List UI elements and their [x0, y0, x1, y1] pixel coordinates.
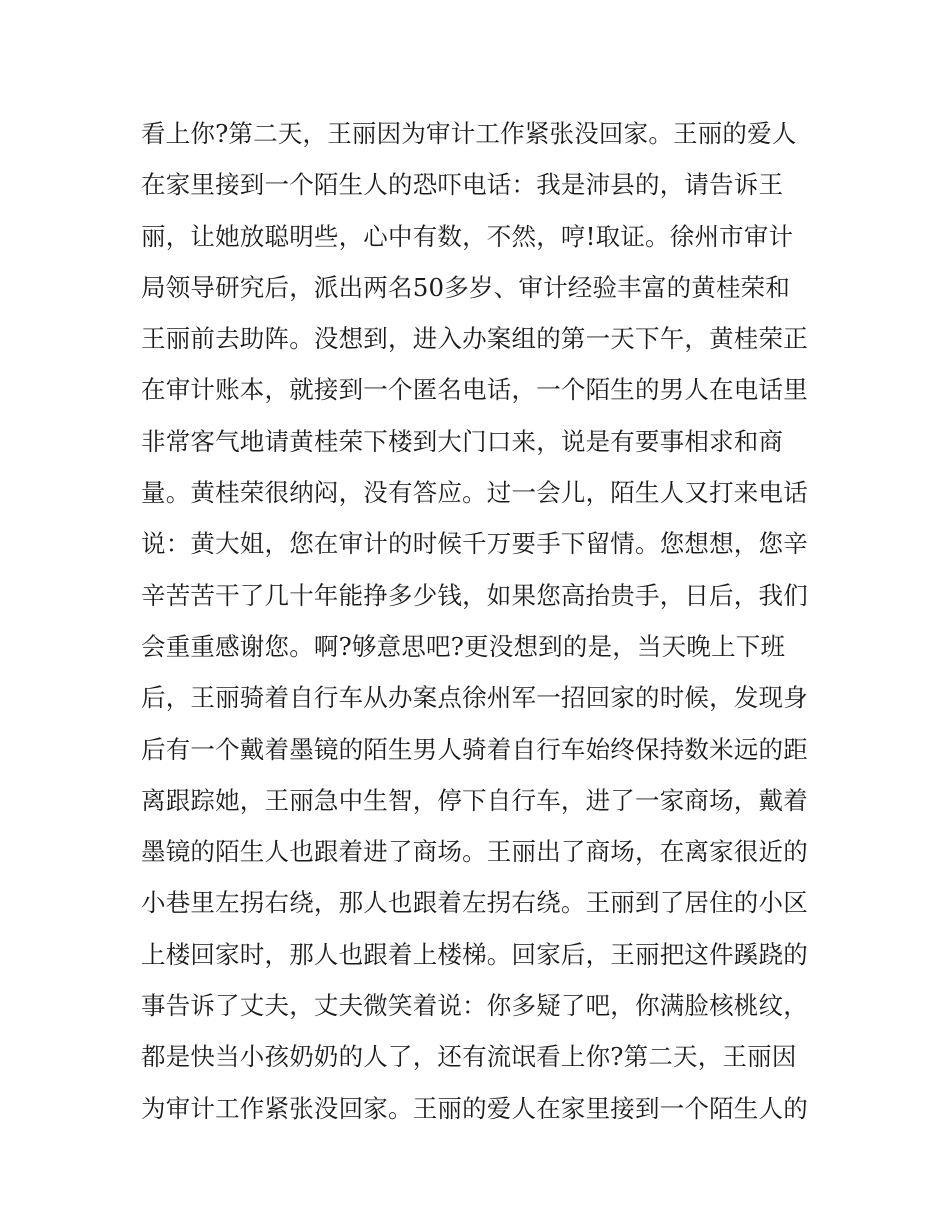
text-line: 事告诉了丈夫，丈夫微笑着说：你多疑了吧，你满脸核桃纹，: [141, 991, 808, 1021]
text-line: 王丽前去助阵。没想到，进入办案组的第一天下午，黄桂荣正: [141, 324, 808, 354]
text-line: 会重重感谢您。啊?够意思吧?更没想到的是，当天晚上下班: [141, 631, 786, 661]
text-line: 非常客气地请黄桂荣下楼到大门口来，说是有要事相求和商: [141, 426, 784, 456]
text-line: 局领导研究后，派出两名50多岁、审计经验丰富的黄桂荣和: [141, 272, 791, 302]
text-line: 上楼回家时，那人也跟着上楼梯。回家后，王丽把这件蹊跷的: [141, 939, 808, 969]
text-line: 后有一个戴着墨镜的陌生男人骑着自行车始终保持数米远的距: [141, 734, 808, 764]
text-line: 说：黄大姐，您在审计的时候千万要手下留情。您想想，您辛: [141, 529, 808, 559]
text-line: 辛苦苦干了几十年能挣多少钱，如果您高抬贵手，日后，我们: [141, 580, 808, 610]
text-line: 离跟踪她，王丽急中生智，停下自行车，进了一家商场，戴着: [141, 785, 808, 815]
text-line: 量。黄桂荣很纳闷，没有答应。过一会儿，陌生人又打来电话: [141, 478, 808, 508]
body-text: [141, 108, 821, 1134]
text-line: 看上你?第二天，王丽因为审计工作紧张没回家。王丽的爱人: [141, 119, 797, 148]
text-line: 后，王丽骑着自行车从办案点徐州军一招回家的时候，发现身: [141, 683, 808, 713]
text-line: 丽，让她放聪明些，心中有数，不然，哼!取证。徐州市审计: [141, 221, 794, 251]
text-line: 在家里接到一个陌生人的恐吓电话：我是沛县的，请告诉王: [141, 170, 784, 200]
text-line: 小巷里左拐右绕，那人也跟着左拐右绕。王丽到了居住的小区: [141, 888, 808, 918]
text-line: 都是快当小孩奶奶的人了，还有流氓看上你?第二天，王丽因: [141, 1042, 797, 1072]
text-line: 为审计工作紧张没回家。王丽的爱人在家里接到一个陌生人的: [141, 1093, 808, 1123]
text-line: 墨镜的陌生人也跟着进了商场。王丽出了商场，在离家很近的: [141, 837, 808, 867]
text-line: 在审计账本，就接到一个匿名电话，一个陌生的男人在电话里: [141, 375, 808, 405]
